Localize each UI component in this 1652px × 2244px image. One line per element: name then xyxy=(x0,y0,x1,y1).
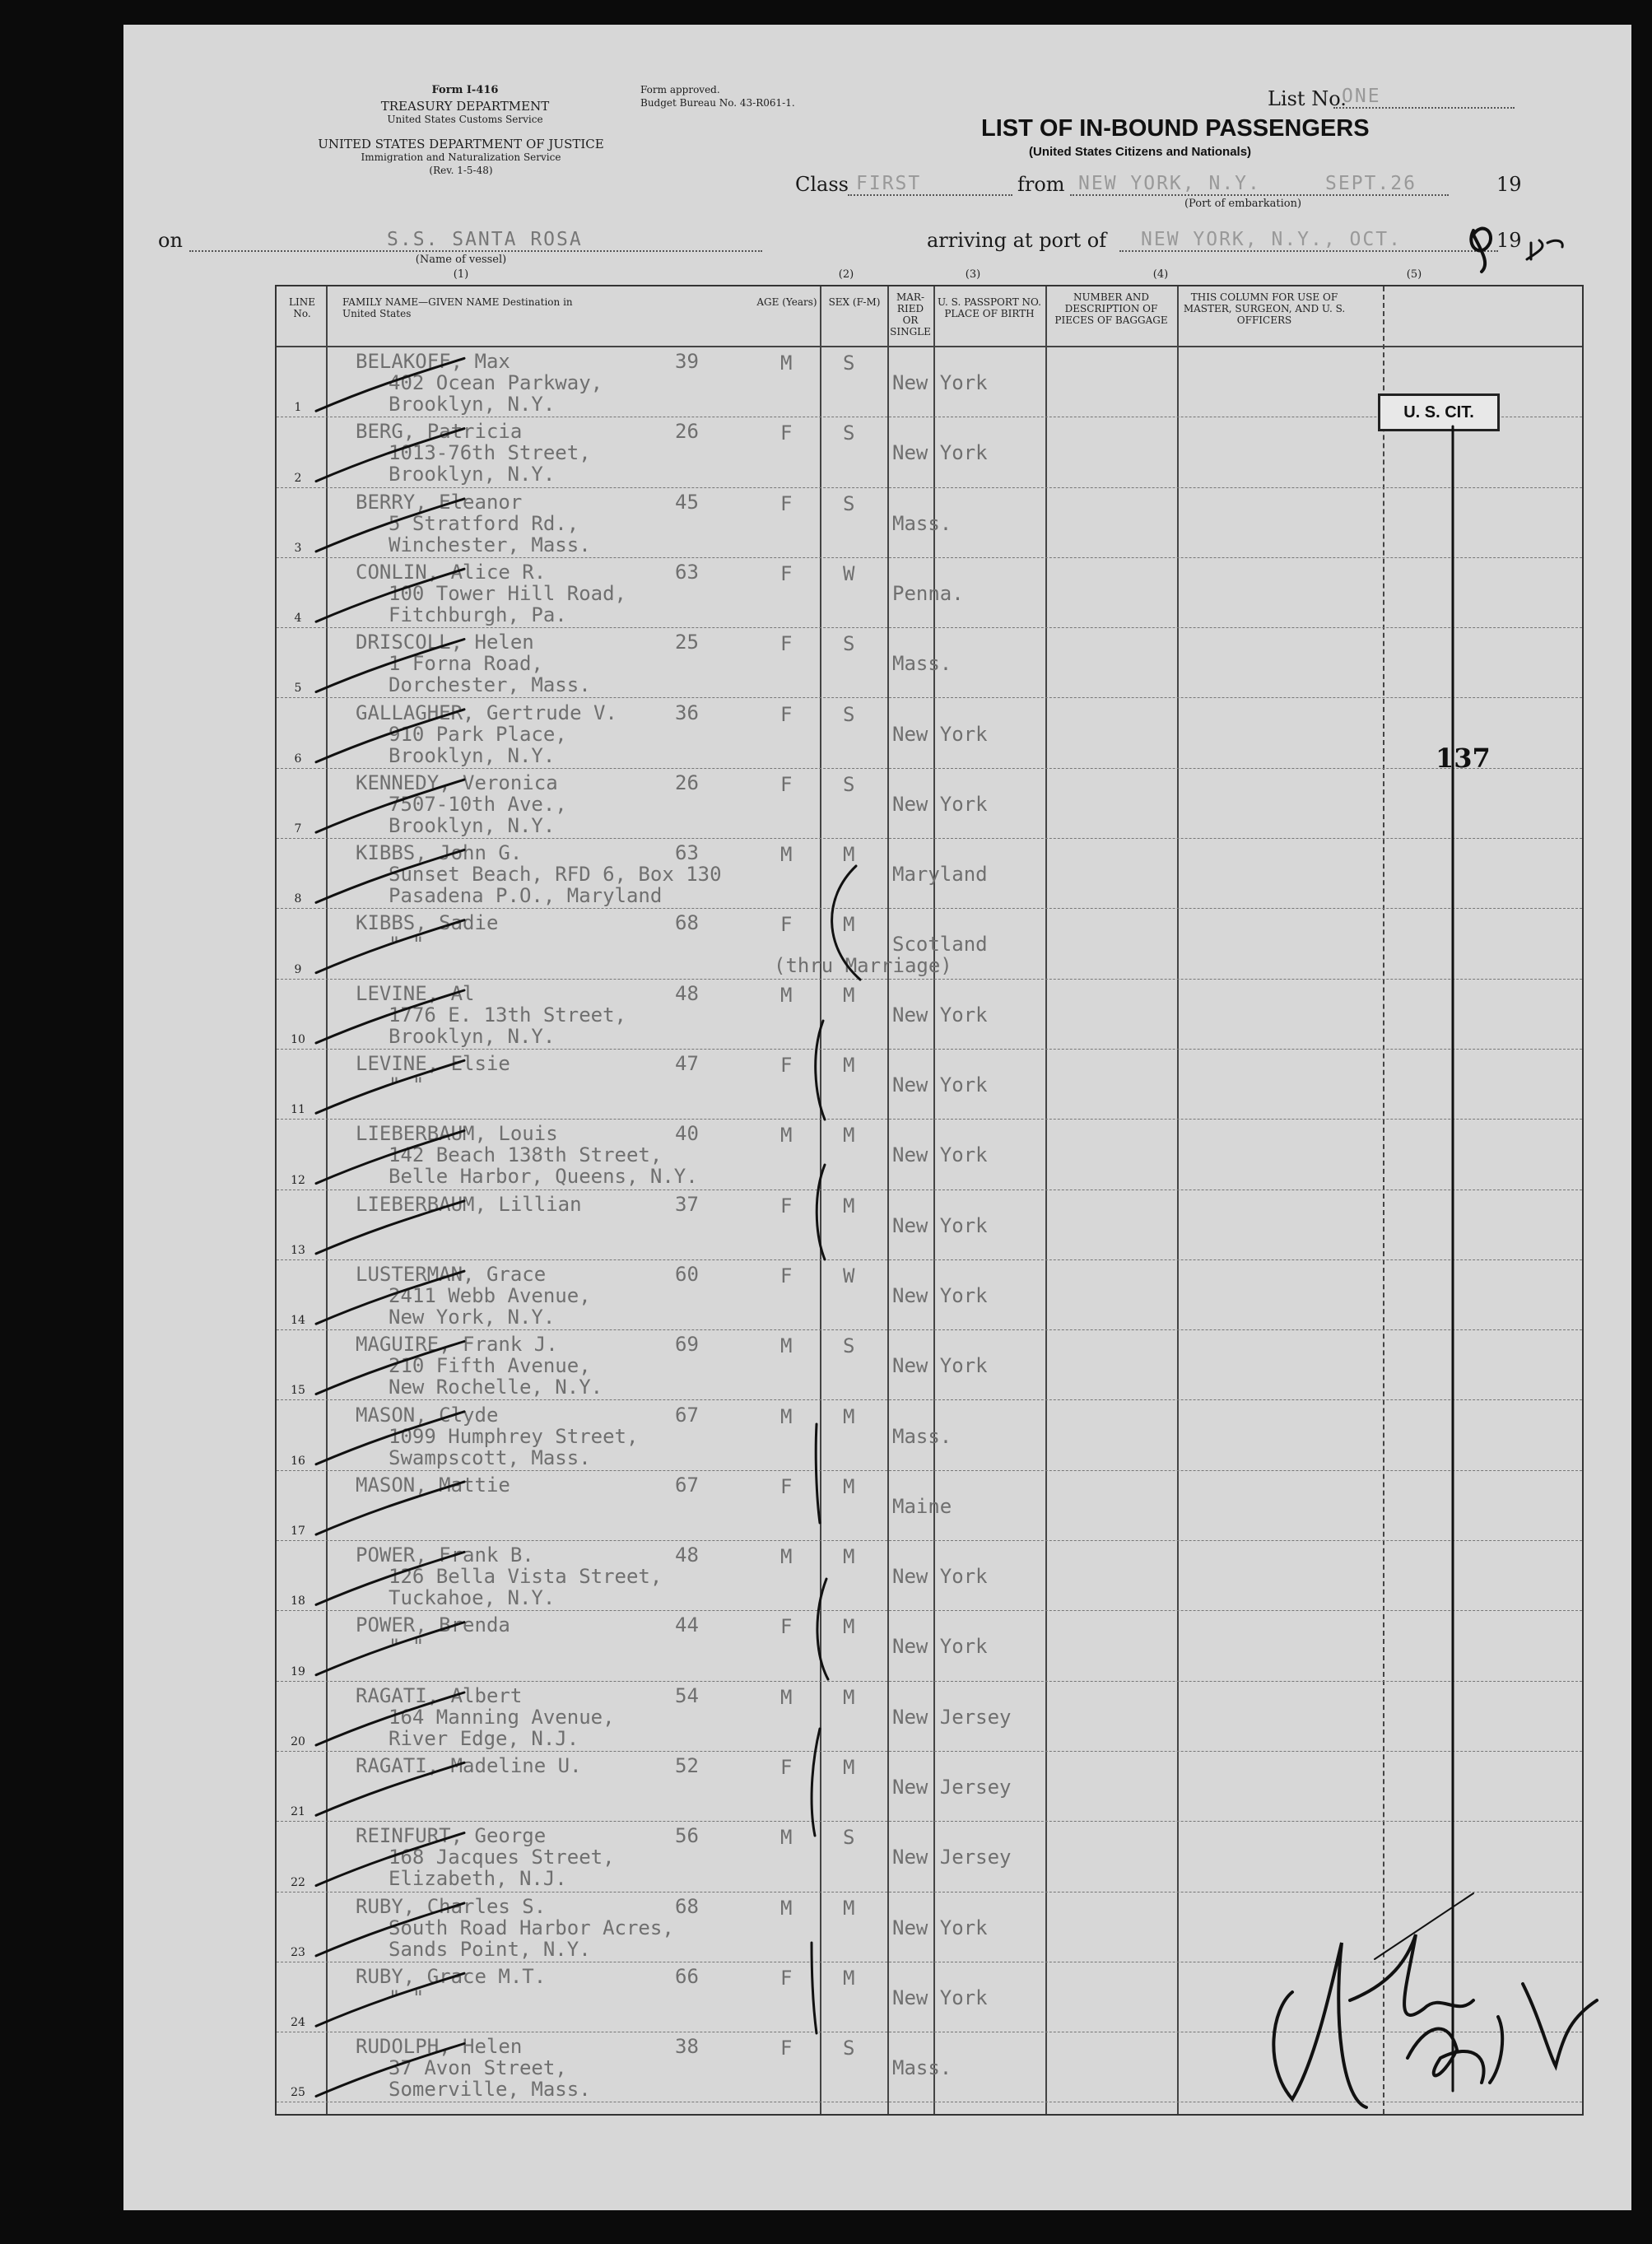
address-line-1: " " xyxy=(389,1986,425,2009)
age: 52 xyxy=(675,1754,699,1777)
handwritten-day xyxy=(1471,229,1491,272)
marital-status: M xyxy=(843,1194,855,1217)
line-number: 13 xyxy=(291,1243,305,1257)
list-no-label: List No. xyxy=(1268,87,1347,110)
passenger-name: LEVINE, Elsie xyxy=(356,1052,510,1075)
address-line-1: 402 Ocean Parkway, xyxy=(389,371,603,394)
marital-status: M xyxy=(843,1756,855,1779)
embark-date: SEPT.26 xyxy=(1325,173,1417,194)
place-of-birth: Mass. xyxy=(892,2056,952,2080)
passenger-name: REINFURT, George xyxy=(356,1824,547,1848)
address-line-2: Winchester, Mass. xyxy=(389,533,591,556)
line-number: 9 xyxy=(294,962,302,976)
passenger-name: RAGATI, Albert xyxy=(356,1683,523,1707)
address-line-2: New Rochelle, N.Y. xyxy=(389,1376,603,1399)
signature-stroke xyxy=(1408,2029,1484,2083)
us-citizen-stamp: U. S. CIT. xyxy=(1378,393,1500,431)
header-name: FAMILY NAME—GIVEN NAME Destination in United States xyxy=(342,296,573,319)
marital-status: W xyxy=(843,561,855,585)
address-line-1: 37 Avon Street, xyxy=(389,2056,567,2080)
list-no-value: ONE xyxy=(1342,86,1381,107)
line-number: 10 xyxy=(291,1032,305,1046)
age: 36 xyxy=(675,701,699,724)
address-line-1: 142 Beach 138th Street, xyxy=(389,1143,663,1167)
form-approved: Form approved. xyxy=(640,84,720,95)
handwriting-overlay xyxy=(123,25,1631,2210)
passenger-name: LIEBERBAUM, Louis xyxy=(356,1122,558,1146)
bracket-levine xyxy=(816,1021,825,1120)
age: 54 xyxy=(675,1683,699,1707)
place-of-birth: New York xyxy=(892,792,988,816)
signature-stroke xyxy=(1273,1943,1366,2107)
sex: F xyxy=(780,2037,793,2060)
address-line-1: 1013-76th Street, xyxy=(389,441,591,465)
passenger-name: BERRY, Eleanor xyxy=(356,490,523,514)
passenger-name: MASON, Mattie xyxy=(356,1473,510,1497)
signature-stroke xyxy=(1350,1934,1473,2015)
birth-note: (thru Marriage) xyxy=(774,954,952,978)
address-line-1: 2411 Webb Avenue, xyxy=(389,1283,591,1307)
marital-status: M xyxy=(843,1615,855,1639)
line-number: 20 xyxy=(291,1734,305,1748)
embark-port: NEW YORK, N.Y. xyxy=(1078,173,1261,194)
address-line-1: 168 Jacques Street, xyxy=(389,1846,615,1869)
header-sex: SEX (F-M) xyxy=(828,296,881,308)
marital-status: S xyxy=(843,491,855,515)
sex: F xyxy=(780,491,793,515)
passenger-name: KENNEDY, Veronica xyxy=(356,771,558,794)
age: 68 xyxy=(675,1894,699,1918)
line-number: 14 xyxy=(291,1314,305,1328)
passenger-name: DRISCOLL, Helen xyxy=(356,631,534,654)
age: 26 xyxy=(675,420,699,444)
age: 56 xyxy=(675,1824,699,1848)
address-line-1: South Road Harbor Acres, xyxy=(389,1916,674,1939)
address-line-2: Brooklyn, N.Y. xyxy=(389,463,556,487)
age: 39 xyxy=(675,350,699,373)
address-line-2: Dorchester, Mass. xyxy=(389,673,591,697)
line-number: 5 xyxy=(294,682,302,696)
marital-status: M xyxy=(843,913,855,937)
age: 48 xyxy=(675,981,699,1005)
line-number: 1 xyxy=(294,401,302,415)
sex: M xyxy=(780,1124,793,1148)
address-line-2: Somerville, Mass. xyxy=(389,2078,591,2102)
age: 63 xyxy=(675,560,699,584)
sex: M xyxy=(780,1404,793,1428)
sex: F xyxy=(780,1264,793,1287)
marital-status: W xyxy=(843,1264,855,1287)
place-of-birth: Scotland xyxy=(892,933,988,957)
address-line-1: 1 Forna Road, xyxy=(389,652,543,676)
place-of-birth: New York xyxy=(892,441,988,465)
line-number: 6 xyxy=(294,752,302,766)
age: 38 xyxy=(675,2035,699,2059)
signature-stroke xyxy=(1490,1984,1597,2083)
port-embark-caption: (Port of embarkation) xyxy=(1184,198,1302,210)
place-of-birth: New York xyxy=(892,1283,988,1307)
passenger-name: POWER, Frank B. xyxy=(356,1543,534,1567)
class-label: Class xyxy=(795,173,849,196)
line-number: 12 xyxy=(291,1173,305,1187)
arrival-year-prefix: 19 xyxy=(1496,229,1522,252)
passenger-name: LIEBERBAUM, Lillian xyxy=(356,1192,582,1216)
address-line-2: River Edge, N.J. xyxy=(389,1726,579,1750)
sex: M xyxy=(780,1826,793,1850)
age: 69 xyxy=(675,1333,699,1357)
manifest-page xyxy=(123,25,1631,2210)
justice-label: UNITED STATES DEPARTMENT OF JUSTICE xyxy=(318,137,604,151)
age: 67 xyxy=(675,1403,699,1427)
header-baggage: NUMBER AND DESCRIPTION OF PIECES OF BAGGAGE xyxy=(1054,291,1168,326)
age: 66 xyxy=(675,1964,699,1988)
revision-label: (Rev. 1-5-48) xyxy=(429,165,493,176)
address-line-2: Brooklyn, N.Y. xyxy=(389,393,556,416)
place-of-birth: New York xyxy=(892,1213,988,1237)
age: 67 xyxy=(675,1473,699,1497)
marital-status: M xyxy=(843,1054,855,1077)
marital-status: S xyxy=(843,702,855,726)
place-of-birth: New Jersey xyxy=(892,1705,1012,1729)
line-number: 22 xyxy=(291,1875,305,1889)
address-line-2: Brooklyn, N.Y. xyxy=(389,813,556,837)
address-line-2: Swampscott, Mass. xyxy=(389,1446,591,1469)
address-line-1: 126 Bella Vista Street, xyxy=(389,1565,663,1589)
line-number: 8 xyxy=(294,892,302,906)
address-line-2: Elizabeth, N.J. xyxy=(389,1867,567,1891)
place-of-birth: New York xyxy=(892,1073,988,1096)
marital-status: M xyxy=(843,983,855,1007)
marital-status: S xyxy=(843,1334,855,1358)
passenger-name: RAGATI, Madeline U. xyxy=(356,1754,582,1777)
ins-label: Immigration and Naturalization Service xyxy=(361,151,561,163)
address-line-1: Sunset Beach, RFD 6, Box 130 xyxy=(389,863,722,887)
place-of-birth: New York xyxy=(892,1143,988,1167)
vessel-caption: (Name of vessel) xyxy=(415,254,507,266)
marital-status: S xyxy=(843,632,855,656)
address-line-1: 1099 Humphrey Street, xyxy=(389,1424,639,1448)
col-num-3: (3) xyxy=(965,268,981,281)
address-line-2: Sands Point, N.Y. xyxy=(389,1937,591,1961)
sex: F xyxy=(780,1054,793,1077)
passenger-name: BERG, Patricia xyxy=(356,420,523,444)
address-line-2: Brooklyn, N.Y. xyxy=(389,1024,556,1048)
sex: F xyxy=(780,1194,793,1217)
sex: M xyxy=(780,1334,793,1358)
marital-status: M xyxy=(843,1685,855,1709)
customs-label: United States Customs Service xyxy=(387,114,543,125)
line-number: 11 xyxy=(291,1103,305,1117)
passenger-name: KIBBS, John G. xyxy=(356,841,523,865)
age: 68 xyxy=(675,911,699,935)
place-of-birth: Maine xyxy=(892,1494,952,1518)
marital-status: M xyxy=(843,1966,855,1990)
age: 40 xyxy=(675,1122,699,1146)
passenger-name: POWER, Brenda xyxy=(356,1613,510,1637)
header-age: AGE (Years) xyxy=(756,296,817,308)
place-of-birth: New York xyxy=(892,1565,988,1589)
passenger-name: MASON, Clyde xyxy=(356,1403,499,1427)
col-num-2: (2) xyxy=(838,268,854,281)
address-line-1: 910 Park Place, xyxy=(389,722,567,746)
passenger-name: GALLAGHER, Gertrude V. xyxy=(356,701,617,724)
header-passport: U. S. PASSPORT NO. PLACE OF BIRTH xyxy=(938,296,1041,319)
header-married: MAR-RIED OR SINGLE xyxy=(890,291,931,338)
age: 48 xyxy=(675,1543,699,1567)
address-line-1: " " xyxy=(389,1073,425,1096)
bracket-mason xyxy=(816,1424,820,1523)
passenger-name: LUSTERMAN, Grace xyxy=(356,1262,547,1286)
col-num-4: (4) xyxy=(1152,268,1169,281)
sex: F xyxy=(780,632,793,656)
place-of-birth: New Jersey xyxy=(892,1846,1012,1869)
address-line-1: " " xyxy=(389,1635,425,1659)
passenger-name: LEVINE, Al xyxy=(356,981,475,1005)
sex: F xyxy=(780,1756,793,1779)
marital-status: M xyxy=(843,1545,855,1569)
place-of-birth: New York xyxy=(892,371,988,394)
sex: F xyxy=(780,913,793,937)
form-number: Form I-416 xyxy=(431,84,499,96)
handwritten-year xyxy=(1527,240,1562,259)
address-line-1: 5 Stratford Rd., xyxy=(389,511,579,535)
bracket-ruby xyxy=(812,1943,817,2033)
address-line-1: 210 Fifth Avenue, xyxy=(389,1354,591,1378)
marital-status: S xyxy=(843,1826,855,1850)
line-number: 4 xyxy=(294,612,302,626)
bracket-kibbs xyxy=(832,866,860,980)
place-of-birth: New York xyxy=(892,1003,988,1027)
passenger-name: MAGUIRE, Frank J. xyxy=(356,1333,558,1357)
place-of-birth: New York xyxy=(892,1986,988,2009)
sex: M xyxy=(780,843,793,867)
marital-status: S xyxy=(843,2037,855,2060)
form-title: LIST OF IN-BOUND PASSENGERS xyxy=(981,115,1370,142)
age: 44 xyxy=(675,1613,699,1637)
address-line-2: New York, N.Y. xyxy=(389,1305,556,1329)
line-number: 21 xyxy=(291,1805,305,1819)
sex: M xyxy=(780,983,793,1007)
bracket-lieberbaum xyxy=(817,1165,825,1259)
budget-bureau: Budget Bureau No. 43-R061-1. xyxy=(640,97,795,109)
sex: F xyxy=(780,1966,793,1990)
line-number: 25 xyxy=(291,2086,305,2100)
place-of-birth: New York xyxy=(892,1916,988,1939)
line-number: 19 xyxy=(291,1664,305,1678)
passenger-name: RUDOLPH, Helen xyxy=(356,2035,523,2059)
sex: F xyxy=(780,1615,793,1639)
line-number: 15 xyxy=(291,1384,305,1398)
address-line-1: " " xyxy=(389,933,425,957)
line-number: 24 xyxy=(291,2016,305,2030)
sex: F xyxy=(780,702,793,726)
address-line-2: Brooklyn, N.Y. xyxy=(389,743,556,767)
address-line-2: Fitchburgh, Pa. xyxy=(389,603,567,626)
marital-status: M xyxy=(843,843,855,867)
line-number: 17 xyxy=(291,1525,305,1539)
col-num-1: (1) xyxy=(453,268,469,281)
place-of-birth: Mass. xyxy=(892,511,952,535)
sex: M xyxy=(780,1896,793,1920)
line-number: 2 xyxy=(294,471,302,485)
treasury-label: TREASURY DEPARTMENT xyxy=(380,99,550,114)
passenger-name: BELAKOFF, Max xyxy=(356,350,510,373)
place-of-birth: New York xyxy=(892,1635,988,1659)
marital-status: S xyxy=(843,351,855,375)
marital-status: M xyxy=(843,1124,855,1148)
sex: M xyxy=(780,1685,793,1709)
class-value: FIRST xyxy=(856,173,922,194)
sex: F xyxy=(780,421,793,445)
arriving-label: arriving at port of xyxy=(927,229,1107,252)
passenger-name: RUBY, Charles S. xyxy=(356,1894,547,1918)
passenger-name: KIBBS, Sadie xyxy=(356,911,499,935)
col-num-5: (5) xyxy=(1406,268,1422,281)
sex: M xyxy=(780,351,793,375)
year-prefix: 19 xyxy=(1496,173,1522,196)
line-number: 18 xyxy=(291,1595,305,1609)
marital-status: M xyxy=(843,1474,855,1498)
sex: F xyxy=(780,561,793,585)
age: 37 xyxy=(675,1192,699,1216)
on-label: on xyxy=(158,229,183,252)
age: 63 xyxy=(675,841,699,865)
address-line-2: Pasadena P.O., Maryland xyxy=(389,884,663,908)
address-line-2: Belle Harbor, Queens, N.Y. xyxy=(389,1165,698,1189)
address-line-2: Tuckahoe, N.Y. xyxy=(389,1586,556,1610)
age: 25 xyxy=(675,631,699,654)
marital-status: S xyxy=(843,772,855,796)
address-line-1: 1776 E. 13th Street, xyxy=(389,1003,626,1027)
sex: M xyxy=(780,1545,793,1569)
line-number: 3 xyxy=(294,541,302,555)
place-of-birth: Penna. xyxy=(892,581,964,605)
passenger-name: RUBY, Grace M.T. xyxy=(356,1964,547,1988)
header-line-no: LINE No. xyxy=(289,296,315,319)
vessel-name: S.S. SANTA ROSA xyxy=(387,229,583,250)
sex: F xyxy=(780,772,793,796)
check-marks xyxy=(316,358,464,2096)
marital-status: S xyxy=(843,421,855,445)
place-of-birth: Mass. xyxy=(892,1424,952,1448)
age: 47 xyxy=(675,1052,699,1075)
sex: F xyxy=(780,1474,793,1498)
place-of-birth: Maryland xyxy=(892,863,988,887)
place-of-birth: New York xyxy=(892,722,988,746)
marital-status: M xyxy=(843,1404,855,1428)
signature-stroke xyxy=(1375,1893,1473,1959)
form-subtitle: (United States Citizens and Nationals) xyxy=(1029,145,1252,159)
count-note: 137 xyxy=(1436,743,1491,774)
age: 60 xyxy=(675,1262,699,1286)
address-line-1: 164 Manning Avenue, xyxy=(389,1705,615,1729)
address-line-1: 7507-10th Ave., xyxy=(389,792,567,816)
bracket-power xyxy=(817,1579,828,1679)
age: 26 xyxy=(675,771,699,794)
place-of-birth: Mass. xyxy=(892,652,952,676)
passenger-name: CONLIN, Alice R. xyxy=(356,560,547,584)
marital-status: M xyxy=(843,1896,855,1920)
place-of-birth: New Jersey xyxy=(892,1776,1012,1799)
arrival-port: NEW YORK, N.Y., OCT. xyxy=(1141,229,1402,250)
header-officers: THIS COLUMN FOR USE OF MASTER, SURGEON, AND U. S. OFFICERS xyxy=(1183,291,1346,326)
bracket-ragati xyxy=(812,1729,820,1836)
line-number: 16 xyxy=(291,1454,305,1468)
place-of-birth: New York xyxy=(892,1354,988,1378)
address-line-1: 100 Tower Hill Road, xyxy=(389,581,626,605)
line-number: 23 xyxy=(291,1945,305,1959)
age: 45 xyxy=(675,490,699,514)
line-number: 7 xyxy=(294,822,302,836)
from-label: from xyxy=(1017,173,1065,196)
